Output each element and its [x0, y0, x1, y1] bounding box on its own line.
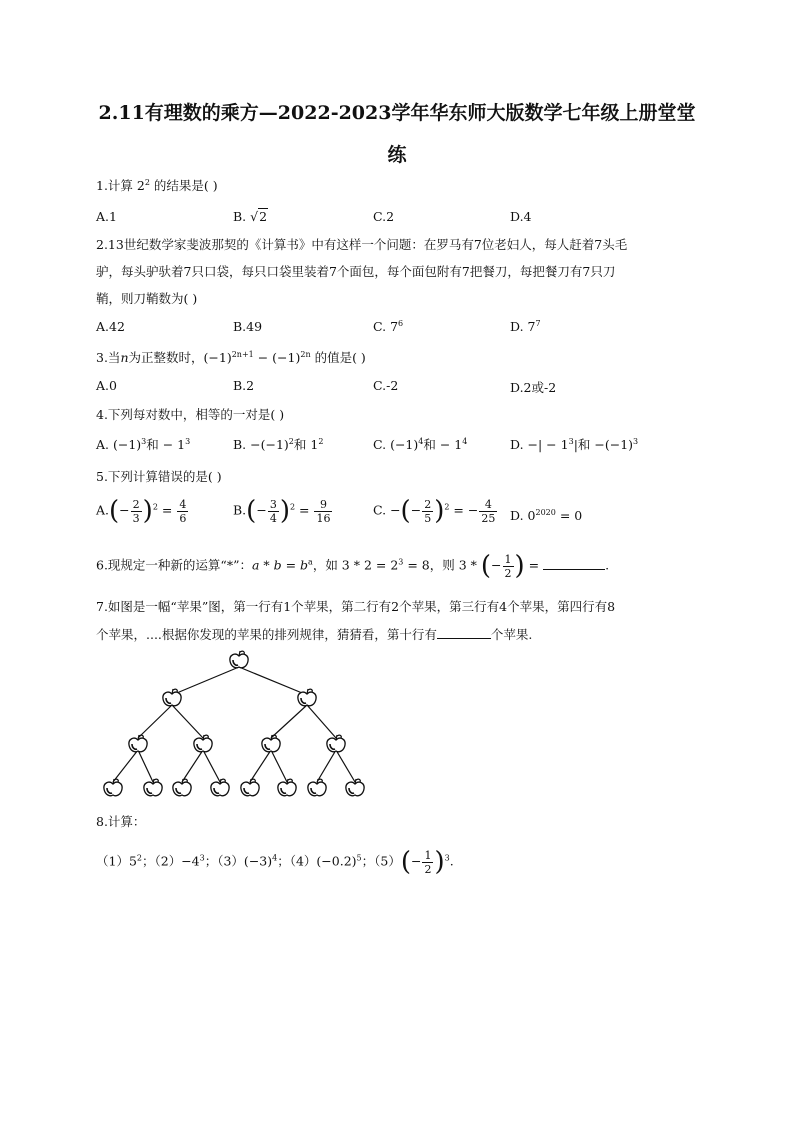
option-c: C.2	[373, 209, 395, 224]
apple-icon	[194, 735, 212, 752]
option-a: A.42	[96, 319, 125, 334]
option-c: C. $7^6$	[373, 318, 404, 334]
option-d: D. $0^{2020} = 0$	[510, 507, 583, 523]
apple-icon	[211, 779, 229, 796]
option-c: C. $(-1)^4$和 − $1^4$	[373, 436, 468, 452]
question-1: 1.计算 $2^2$ 的结果是( )	[96, 177, 218, 193]
option-b: B.2	[233, 378, 255, 393]
apple-icon	[346, 779, 364, 796]
question-4: 4.下列每对数中，相等的一对是( )	[96, 407, 285, 422]
apples	[104, 651, 364, 796]
option-c: C. −(− $\frac{2}{5}$ )$^2$ = − $\frac{4}{25}$	[373, 496, 496, 526]
apple-icon	[104, 779, 122, 796]
apple-icon	[278, 779, 296, 796]
question-7-line2: 个苹果，....根据你发现的苹果的排列规律，猜猜看，第十行有 个苹果.	[96, 627, 533, 642]
question-2-line2: 驴，每头驴驮着7只口袋，每只口袋里装着7个面包，每个面包附有7把餐刀，每把餐刀有7只刀	[96, 264, 616, 279]
page-title-cont: 练	[387, 144, 407, 166]
apple-icon	[129, 735, 147, 752]
option-a: A.0	[96, 378, 117, 393]
option-a: A.(− $\frac{2}{3}$ )$^2$ = $\frac{4}{6}$	[96, 496, 187, 526]
option-b: B. $-(-1)^2$和 $1^2$	[233, 436, 324, 452]
apple-icon	[144, 779, 162, 796]
option-b: B.49	[233, 319, 263, 334]
apple-icon	[163, 689, 181, 706]
option-d: D. $7^7$	[510, 318, 541, 334]
option-d: D. −| − $1^3|$和 $-(-1)^3$	[510, 436, 639, 452]
option-b: B. √2	[233, 209, 268, 224]
apple-icon	[262, 735, 280, 752]
option-b: B.(− $\frac{3}{4}$ )$^2$ = $\frac{9}{16}$	[233, 496, 331, 526]
option-d: D.2或-2	[510, 380, 557, 395]
answer-blank[interactable]	[437, 626, 491, 639]
apple-icon	[298, 689, 316, 706]
question-8: 8.计算：	[96, 814, 146, 829]
question-6: 6.现规定一种新的运算“*”：$a * b = b^a$，如 $3 * 2 = 2^3 = 8$，则 3 * (− $\frac{1}{2}$ ) = .	[96, 551, 610, 581]
answer-blank[interactable]	[543, 557, 605, 570]
apple-icon	[173, 779, 191, 796]
question-5-options	[96, 496, 716, 536]
apple-icon	[308, 779, 326, 796]
sqrt-symbol: √2	[250, 209, 268, 224]
tree-branches	[113, 667, 355, 782]
apple-icon	[327, 735, 345, 752]
option-a: A. $(-1)^3$和 − $1^3$	[96, 436, 191, 452]
question-8-items: $(1)5^2$；$(2)-4^3$；$(3)(-3)^4$；$(4)(-0.2)^5$；（5）(− $\frac{1}{2}$ )$^3$.	[96, 847, 454, 877]
page-title: 2.11有理数的乘方—2022-2023学年华东师大版数学七年级上册堂堂	[98, 102, 696, 124]
option-c: C.-2	[373, 378, 399, 393]
option-d: D.4	[510, 209, 532, 224]
question-2-line3: 鞘，则刀鞘数为( )	[96, 291, 198, 306]
apple-icon	[241, 779, 259, 796]
question-7-line1: 7.如图是一幅“苹果”图，第一行有1个苹果，第二行有2个苹果，第三行有4个苹果，第四行有8	[96, 599, 616, 614]
apple-tree-figure	[96, 650, 376, 805]
option-a: A.1	[96, 209, 117, 224]
question-5: 5.下列计算错误的是( )	[96, 469, 222, 484]
apple-icon	[230, 651, 248, 668]
question-3: 3.当n为正整数时，$(-1)^{2n+1} - (-1)^{2n}$ 的值是( )	[96, 349, 366, 365]
question-2-line1: 2.13世纪数学家斐波那契的《计算书》中有这样一个问题：在罗马有7位老妇人，每人赶着7头毛	[96, 237, 628, 252]
